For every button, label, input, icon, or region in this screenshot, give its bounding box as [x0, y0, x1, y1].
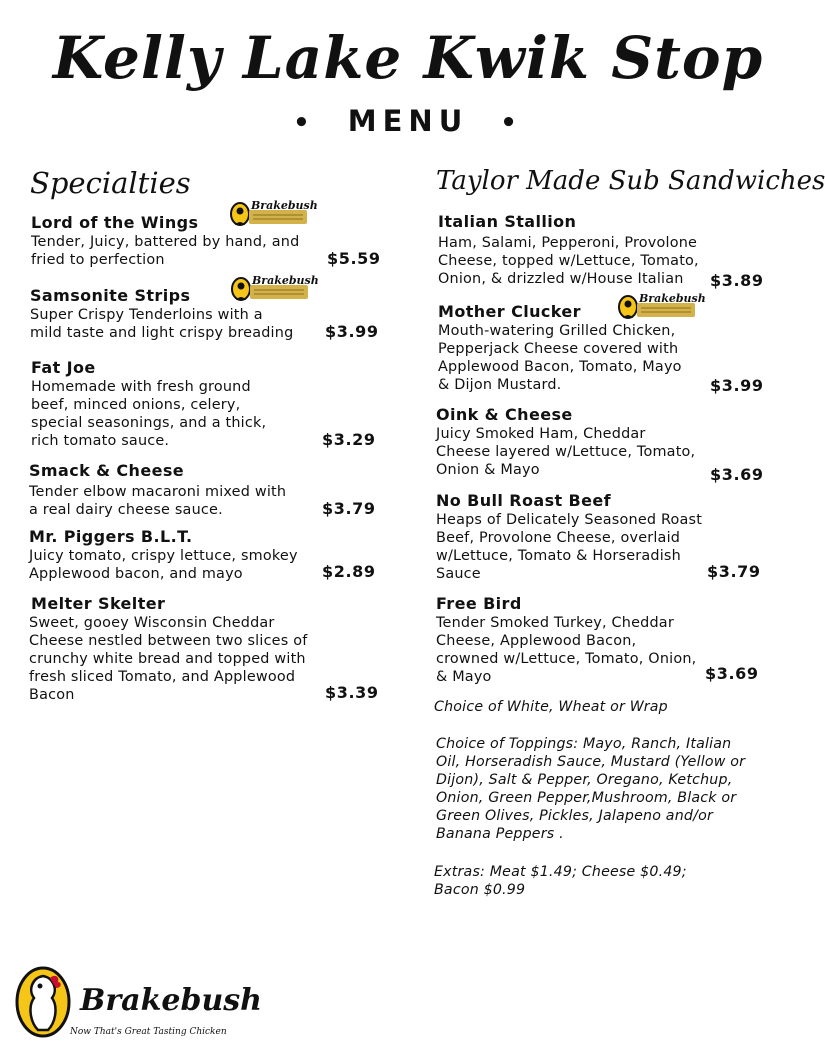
item-name: Free Bird [436, 594, 522, 613]
item-price: $2.89 [322, 562, 376, 581]
badge-brand-text: Brakebush [639, 292, 706, 305]
item-name: Samsonite Strips [30, 286, 191, 305]
item-name: Fat Joe [31, 358, 96, 377]
bullet-left: • [293, 108, 316, 138]
item-description: Sweet, gooey Wisconsin Cheddar Cheese nestled between two slices of crunchy white bread and topped with fresh sliced Tomato, and Applewood Bacon [29, 615, 308, 703]
bread-note: Choice of White, Wheat or Wrap [434, 699, 668, 715]
item-name: No Bull Roast Beef [436, 491, 611, 510]
page-title: Kelly Lake Kwik Stop [52, 24, 764, 92]
menu-subtitle [0, 104, 816, 138]
item-price: $3.29 [322, 430, 376, 449]
item-name: Italian Stallion [438, 212, 577, 231]
menu-label: MENU [347, 104, 469, 138]
item-price: $3.99 [710, 376, 764, 395]
item-description: Mouth-watering Grilled Chicken, Pepperjack Cheese covered with Applewood Bacon, Tomato, Mayo & Dijon Mustard. [438, 323, 682, 393]
menu-item [436, 491, 702, 583]
menu-item [29, 461, 286, 519]
item-description: Tender Smoked Turkey, Cheddar Cheese, Applewood Bacon, crowned w/Lettuce, Tomato, Onion, & Mayo [436, 615, 697, 685]
brakebush-badge-icon [617, 292, 706, 322]
menu-item [436, 594, 696, 686]
item-name: Oink & Cheese [436, 405, 573, 424]
item-description: Tender, Juicy, battered by hand, and fried to perfection [31, 234, 300, 268]
item-price: $3.79 [707, 562, 761, 581]
item-name: Melter Skelter [31, 594, 166, 613]
item-price: $3.69 [710, 465, 764, 484]
extras-note: Extras: Meat $1.49; Cheese $0.49; Bacon $0.99 [434, 864, 687, 898]
item-price: $3.89 [710, 271, 764, 290]
menu-item [436, 405, 695, 479]
item-name: Smack & Cheese [29, 461, 185, 480]
item-name: Mother Clucker [438, 302, 581, 321]
item-price: $5.59 [327, 249, 381, 268]
menu-item [29, 594, 307, 704]
item-name: Mr. Piggers B.L.T. [29, 527, 193, 546]
item-description: Ham, Salami, Pepperoni, Provolone Cheese, topped w/Lettuce, Tomato, Onion, & drizzled w/House Italian [438, 235, 699, 287]
menu-item [29, 527, 298, 583]
specialties-heading: Specialties [30, 166, 191, 200]
brakebush-badge-icon [229, 199, 318, 229]
item-price: $3.79 [322, 499, 376, 518]
item-description: Super Crispy Tenderloins with a mild taste and light crispy breading [30, 307, 294, 341]
menu-item [438, 212, 699, 288]
menu-item [31, 358, 266, 450]
item-price: $3.39 [325, 683, 379, 702]
item-description: Heaps of Delicately Seasoned Roast Beef, Provolone Cheese, overlaid w/Lettuce, Tomato & Horseradish Sauce [436, 512, 703, 582]
subs-heading: Taylor Made Sub Sandwiches [436, 166, 825, 196]
item-description: Tender elbow macaroni mixed with a real dairy cheese sauce. [29, 484, 287, 518]
logo-brand-text: Brakebush [80, 983, 262, 1018]
brakebush-badge-icon [230, 274, 319, 304]
item-price: $3.69 [705, 664, 759, 683]
logo-tagline-text: Now That's Great Tasting Chicken [70, 1027, 227, 1037]
item-description: Juicy tomato, crispy lettuce, smokey Applewood bacon, and mayo [29, 548, 298, 582]
badge-brand-text: Brakebush [251, 199, 318, 212]
badge-brand-text: Brakebush [252, 274, 319, 287]
item-description: Homemade with fresh ground beef, minced onions, celery, special seasonings, and a thick, rich tomato sauce. [31, 379, 267, 449]
item-name: Lord of the Wings [31, 213, 199, 232]
item-price: $3.99 [325, 322, 379, 341]
bullet-right: • [500, 108, 523, 138]
brakebush-logo-icon [14, 964, 262, 1044]
item-description: Juicy Smoked Ham, Cheddar Cheese layered w/Lettuce, Tomato, Onion & Mayo [436, 426, 696, 478]
toppings-note: Choice of Toppings: Mayo, Ranch, Italian Oil, Horseradish Sauce, Mustard (Yellow or Dijon), Salt & Pepper, Oregano, Ketchup, Onion, Green Pepper,Mushroom, Black or Green Olives, Pickles, Jalapeno and/or Banana Peppers . [436, 736, 746, 842]
